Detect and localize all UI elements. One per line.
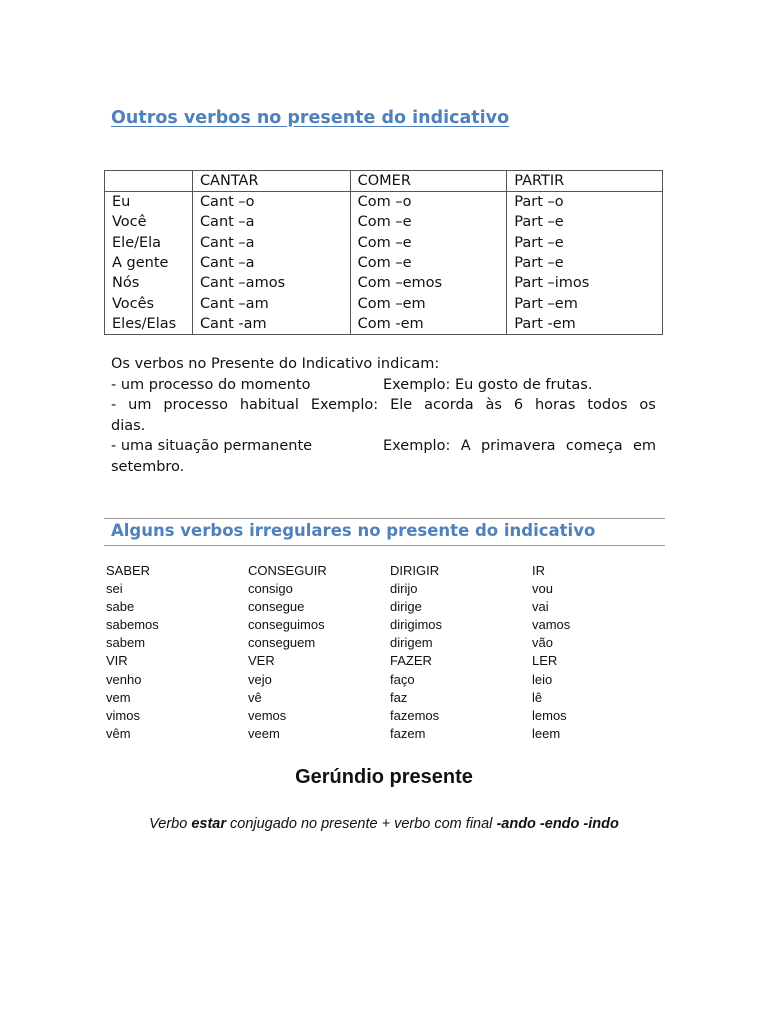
usage-item-text: - uma situação permanente <box>111 438 313 454</box>
verb-form: fazemos <box>390 707 440 723</box>
usage-item-permanent <box>111 436 656 457</box>
usage-word: Ele <box>390 397 413 413</box>
usage-example: Exemplo: Eu gosto de frutas. <box>383 376 593 393</box>
verb-infinitive: IR <box>532 563 545 578</box>
verb-form: conseguem <box>248 635 316 651</box>
usage-item-text: - um processo do momento <box>111 376 311 393</box>
usage-word: todos <box>587 397 628 413</box>
conjugation-cell: Part –o <box>507 192 663 213</box>
conjugation-cell: Part –e <box>507 233 663 253</box>
conjugation-cell: Part –e <box>507 253 663 273</box>
pronoun-cell: Nós <box>105 273 193 293</box>
table-header-cell: CANTAR <box>192 171 350 192</box>
verb-form: venho <box>106 671 142 687</box>
conjugation-cell: Com –e <box>350 253 507 273</box>
conjugation-cell: Cant –amos <box>192 273 350 293</box>
verb-form: faço <box>390 671 415 687</box>
conjugation-table-body <box>105 192 663 335</box>
verb-form: vêm <box>106 725 131 741</box>
verb-form-row <box>106 580 626 598</box>
verb-form: sabe <box>106 599 135 615</box>
verb-form-row <box>106 634 626 652</box>
usage-explanation <box>111 354 656 477</box>
verb-form: dirigimos <box>390 617 443 633</box>
conjugation-cell: Cant –a <box>192 233 350 253</box>
gerund-rule-text: conjugado no presente + verbo com final <box>225 816 497 832</box>
conjugation-cell: Part –imos <box>507 273 663 293</box>
usage-item-permanent-cont: setembro. <box>111 458 185 475</box>
table-row <box>105 314 663 335</box>
pronoun-cell: Você <box>105 212 193 232</box>
usage-word: A <box>460 438 471 454</box>
verb-form-row <box>106 689 626 707</box>
verb-form: lê <box>532 689 543 705</box>
verb-infinitive: VIR <box>106 653 128 669</box>
verb-form: dirigem <box>390 635 433 651</box>
conjugation-cell: Part –e <box>507 212 663 232</box>
usage-word: processo <box>163 397 228 413</box>
verb-form: leio <box>532 671 553 687</box>
conjugation-table <box>104 170 663 335</box>
table-row <box>105 192 663 213</box>
verb-form-row <box>106 671 626 689</box>
verb-form: sabem <box>106 635 146 651</box>
conjugation-cell: Com –o <box>350 192 507 213</box>
usage-word: primavera <box>480 438 556 454</box>
verb-form: sabemos <box>106 617 159 633</box>
verb-form: vou <box>532 581 553 597</box>
verb-form: vamos <box>532 617 571 633</box>
gerund-rule-text: Verbo <box>149 816 192 832</box>
table-row <box>105 212 663 232</box>
usage-word: às <box>485 397 502 413</box>
verb-form-row <box>106 725 626 743</box>
usage-word: - <box>111 397 117 413</box>
usage-word: horas <box>534 397 576 413</box>
verb-infinitive: LER <box>532 653 558 669</box>
table-header-cell: PARTIR <box>507 171 663 192</box>
table-row <box>105 233 663 253</box>
verb-form: vê <box>248 689 262 705</box>
conjugation-cell: Com –em <box>350 293 507 313</box>
conjugation-cell: Com –e <box>350 212 507 232</box>
table-row <box>105 293 663 313</box>
verb-infinitive: DIRIGIR <box>390 563 440 578</box>
gerund-title: Gerúndio presente <box>295 766 473 788</box>
gerund-rule <box>0 816 768 832</box>
table-row <box>105 253 663 273</box>
usage-intro: Os verbos no Presente do Indicativo indicam: <box>111 356 440 372</box>
conjugation-cell: Com –emos <box>350 273 507 293</box>
usage-word: Exemplo: <box>383 438 451 454</box>
conjugation-cell: Cant –a <box>192 253 350 273</box>
usage-word: um <box>128 397 152 413</box>
table-header-row <box>105 171 663 192</box>
table-row <box>105 273 663 293</box>
usage-word: acorda <box>424 397 474 413</box>
verb-form: lemos <box>532 707 567 723</box>
verb-infinitive: FAZER <box>390 653 432 669</box>
verb-form-row <box>106 707 626 725</box>
conjugation-cell: Part -em <box>507 314 663 335</box>
verb-form: vai <box>532 599 549 615</box>
usage-word: 6 <box>513 397 524 413</box>
usage-word: habitual <box>239 397 299 413</box>
pronoun-cell: Eles/Elas <box>105 314 193 335</box>
verb-form: dirige <box>390 599 422 615</box>
verb-form: dirijo <box>390 581 418 597</box>
pronoun-cell: Ele/Ela <box>105 233 193 253</box>
table-header-cell <box>105 171 193 192</box>
conjugation-cell: Cant –o <box>192 192 350 213</box>
verb-form: veem <box>248 725 280 741</box>
verb-form-row <box>106 598 626 616</box>
usage-word: os <box>639 397 656 413</box>
verb-form-row <box>106 616 626 634</box>
verb-form: vejo <box>248 671 272 687</box>
table-header-cell: COMER <box>350 171 507 192</box>
conjugation-cell: Cant -am <box>192 314 350 335</box>
conjugation-cell: Cant –am <box>192 293 350 313</box>
usage-item-moment <box>111 375 656 396</box>
verb-infinitive: VER <box>248 653 275 669</box>
usage-word: Exemplo: <box>310 397 379 413</box>
verb-infinitive: CONSEGUIR <box>248 563 327 578</box>
usage-example <box>383 436 656 457</box>
gerund-rule-endings: -ando -endo -indo <box>496 816 619 832</box>
usage-item-habitual <box>111 395 656 416</box>
usage-item-habitual-cont: dias. <box>111 417 146 434</box>
section-title-irregular-verbs: Alguns verbos irregulares no presente do indicativo <box>111 521 596 540</box>
verb-form: vão <box>532 635 553 651</box>
pronoun-cell: Eu <box>105 192 193 213</box>
section-header-irregular <box>104 518 665 546</box>
irregular-verbs-grid <box>106 562 626 743</box>
conjugation-cell: Com –e <box>350 233 507 253</box>
verb-form: vem <box>106 689 131 705</box>
verb-form: vemos <box>248 707 287 723</box>
gerund-rule-bold-verb: estar <box>191 816 226 832</box>
verb-form: consegue <box>248 599 305 615</box>
conjugation-cell: Com -em <box>350 314 507 335</box>
verb-infinitive: SABER <box>106 563 151 578</box>
verb-form: sei <box>106 581 123 597</box>
verb-form: faz <box>390 689 408 705</box>
verb-header-row <box>106 562 626 580</box>
usage-word: em <box>632 438 656 454</box>
conjugation-cell: Part –em <box>507 293 663 313</box>
verb-form: vimos <box>106 707 140 723</box>
verb-header-row <box>106 652 626 670</box>
usage-word: começa <box>565 438 623 454</box>
pronoun-cell: A gente <box>105 253 193 273</box>
verb-form: conseguimos <box>248 617 325 633</box>
verb-form: leem <box>532 725 561 741</box>
section-title-other-verbs: Outros verbos no presente do indicativo <box>111 108 510 128</box>
conjugation-cell: Cant –a <box>192 212 350 232</box>
verb-form: fazem <box>390 725 426 741</box>
verb-form: consigo <box>248 581 293 597</box>
pronoun-cell: Vocês <box>105 293 193 313</box>
